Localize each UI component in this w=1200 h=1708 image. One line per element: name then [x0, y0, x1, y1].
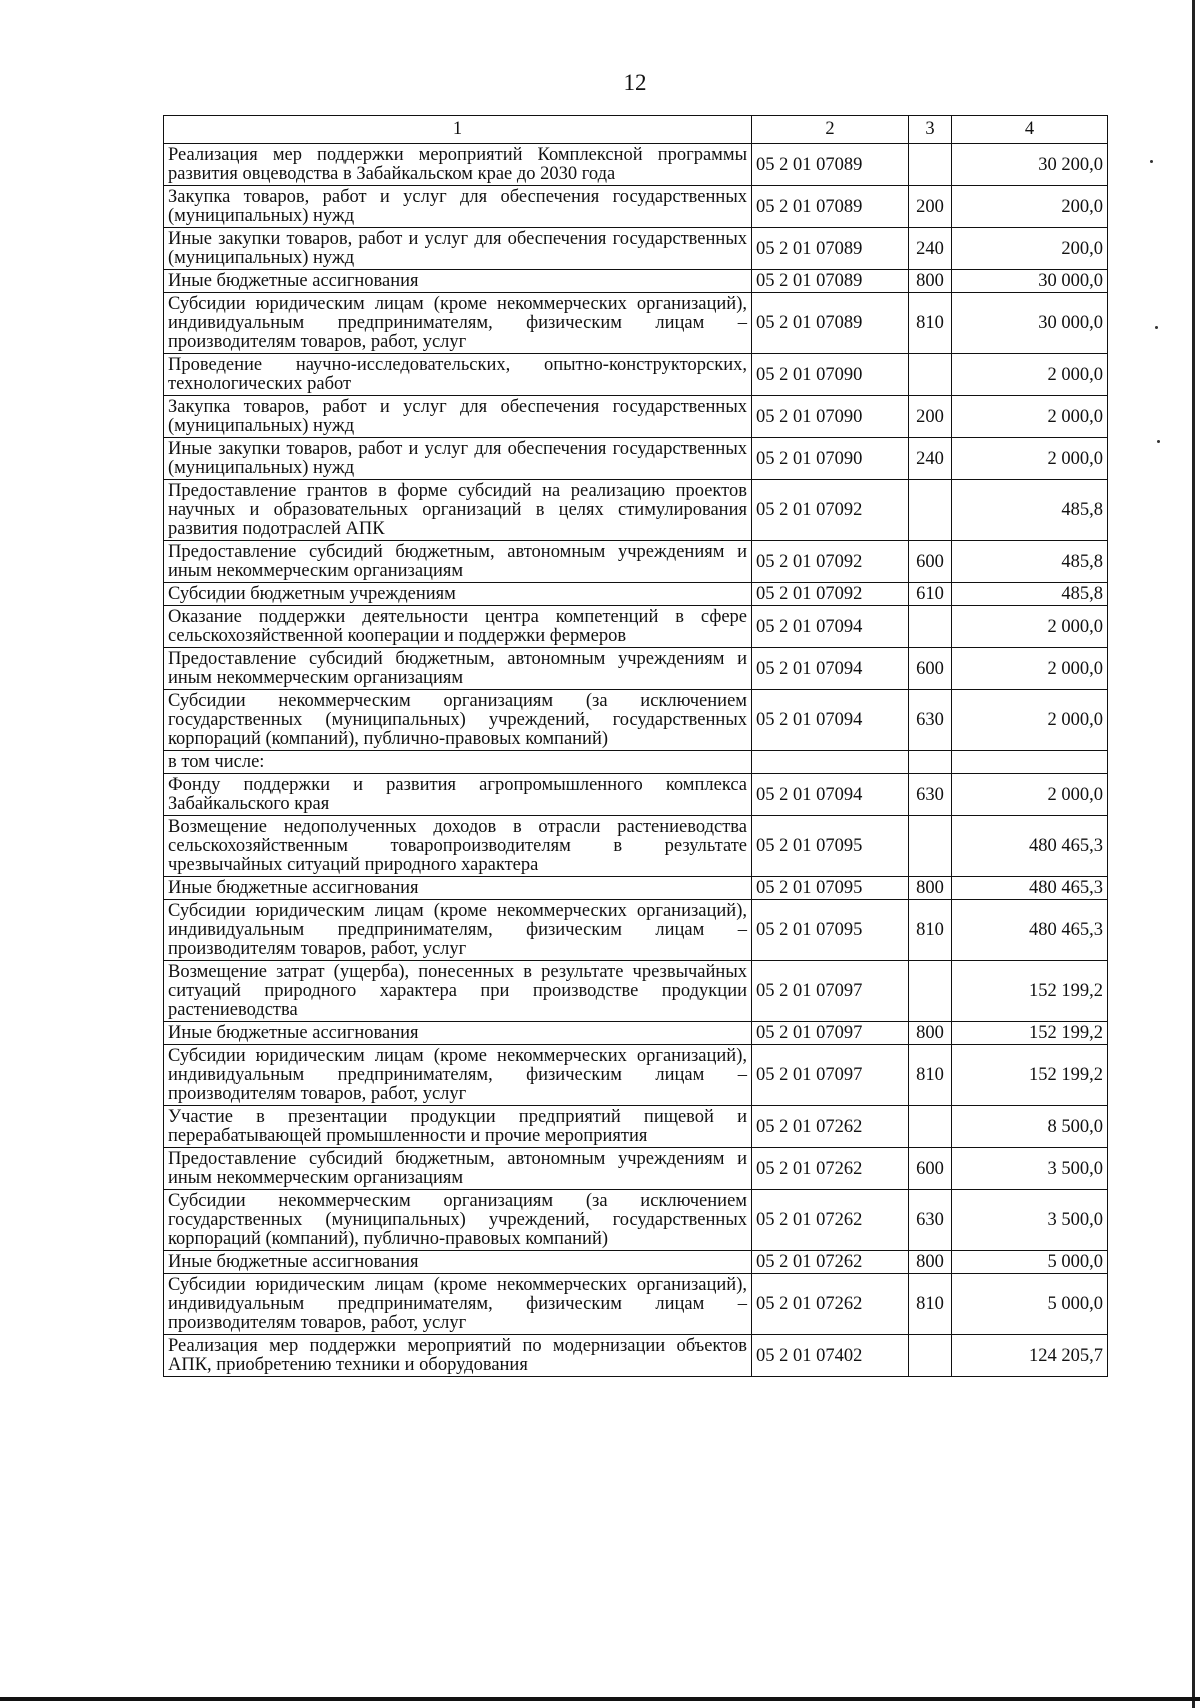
table-row — [164, 961, 1108, 1022]
cell-amount: 485,8 — [952, 480, 1108, 541]
cell-name: Участие в презентации продукции предприятий пищевой и перерабатывающей промышленности и прочие мероприятия — [164, 1106, 752, 1148]
cell-type: 800 — [909, 1022, 952, 1045]
cell-amount: 2 000,0 — [952, 396, 1108, 438]
cell-name: Субсидии юридическим лицам (кроме некоммерческих организаций), индивидуальным предпринимателям, физическим лицам – производителям товаров, работ, услуг — [164, 293, 752, 354]
cell-name: Субсидии юридическим лицам (кроме некоммерческих организаций), индивидуальным предпринимателям, физическим лицам – производителям товаров, работ, услуг — [164, 1045, 752, 1106]
header-row — [164, 116, 1108, 144]
cell-name: Возмещение недополученных доходов в отрасли растениеводства сельскохозяйственным товаропроизводителям в результате чрезвычайных ситуаций природного характера — [164, 816, 752, 877]
cell-type: 610 — [909, 583, 952, 606]
cell-amount: 485,8 — [952, 541, 1108, 583]
table-row — [164, 774, 1108, 816]
table-row — [164, 690, 1108, 751]
cell-code: 05 2 01 07089 — [752, 228, 909, 270]
cell-amount: 3 500,0 — [952, 1148, 1108, 1190]
cell-code: 05 2 01 07402 — [752, 1335, 909, 1377]
cell-type: 800 — [909, 270, 952, 293]
cell-amount: 152 199,2 — [952, 961, 1108, 1022]
cell-type — [909, 354, 952, 396]
cell-type — [909, 816, 952, 877]
cell-code: 05 2 01 07262 — [752, 1251, 909, 1274]
cell-amount: 8 500,0 — [952, 1106, 1108, 1148]
cell-name: Иные закупки товаров, работ и услуг для обеспечения государственных (муниципальных) нужд — [164, 228, 752, 270]
cell-name: Закупка товаров, работ и услуг для обеспечения государственных (муниципальных) нужд — [164, 396, 752, 438]
cell-type — [909, 961, 952, 1022]
cell-amount: 2 000,0 — [952, 774, 1108, 816]
cell-code: 05 2 01 07095 — [752, 877, 909, 900]
cell-code: 05 2 01 07090 — [752, 396, 909, 438]
cell-name: Субсидии юридическим лицам (кроме некоммерческих организаций), индивидуальным предпринимателям, физическим лицам – производителям товаров, работ, услуг — [164, 900, 752, 961]
cell-amount: 30 000,0 — [952, 270, 1108, 293]
cell-name: Иные бюджетные ассигнования — [164, 1022, 752, 1045]
table-row — [164, 541, 1108, 583]
cell-code: 05 2 01 07094 — [752, 774, 909, 816]
cell-name: Иные закупки товаров, работ и услуг для обеспечения государственных (муниципальных) нужд — [164, 438, 752, 480]
cell-name: Предоставление грантов в форме субсидий на реализацию проектов научных и образовательных организаций в целях стимулирования развития подотраслей АПК — [164, 480, 752, 541]
cell-amount: 480 465,3 — [952, 877, 1108, 900]
cell-type: 810 — [909, 293, 952, 354]
cell-code: 05 2 01 07262 — [752, 1148, 909, 1190]
table-row — [164, 816, 1108, 877]
cell-type: 630 — [909, 690, 952, 751]
cell-name: Иные бюджетные ассигнования — [164, 270, 752, 293]
cell-name: Фонду поддержки и развития агропромышленного комплекса Забайкальского края — [164, 774, 752, 816]
cell-amount: 200,0 — [952, 186, 1108, 228]
cell-type: 240 — [909, 438, 952, 480]
cell-amount: 5 000,0 — [952, 1251, 1108, 1274]
table-header — [164, 116, 1108, 144]
scan-speck — [1157, 440, 1160, 443]
cell-code: 05 2 01 07092 — [752, 541, 909, 583]
cell-name: Предоставление субсидий бюджетным, автономным учреждениям и иным некоммерческим организациям — [164, 541, 752, 583]
cell-code: 05 2 01 07089 — [752, 293, 909, 354]
cell-type: 240 — [909, 228, 952, 270]
cell-type: 630 — [909, 1190, 952, 1251]
cell-amount: 480 465,3 — [952, 816, 1108, 877]
page-number: 12 — [623, 70, 647, 95]
cell-name: Закупка товаров, работ и услуг для обеспечения государственных (муниципальных) нужд — [164, 186, 752, 228]
table-row — [164, 606, 1108, 648]
cell-name: в том числе: — [164, 751, 752, 774]
cell-code: 05 2 01 07094 — [752, 690, 909, 751]
cell-type: 800 — [909, 877, 952, 900]
cell-code: 05 2 01 07262 — [752, 1190, 909, 1251]
header-col-1: 1 — [164, 116, 752, 144]
table-row — [164, 354, 1108, 396]
cell-name: Проведение научно-исследовательских, опытно-конструкторских, технологических работ — [164, 354, 752, 396]
table-row — [164, 583, 1108, 606]
table-row — [164, 228, 1108, 270]
cell-name: Иные бюджетные ассигнования — [164, 1251, 752, 1274]
table-row — [164, 396, 1108, 438]
cell-code: 05 2 01 07097 — [752, 1022, 909, 1045]
cell-code: 05 2 01 07095 — [752, 816, 909, 877]
table-row — [164, 1045, 1108, 1106]
table-row — [164, 293, 1108, 354]
cell-amount: 480 465,3 — [952, 900, 1108, 961]
cell-code: 05 2 01 07089 — [752, 270, 909, 293]
scan-speck — [1150, 160, 1153, 163]
cell-amount: 3 500,0 — [952, 1190, 1108, 1251]
cell-amount: 2 000,0 — [952, 438, 1108, 480]
table-row — [164, 751, 1108, 774]
cell-amount: 2 000,0 — [952, 354, 1108, 396]
table-row — [164, 1148, 1108, 1190]
cell-code: 05 2 01 07094 — [752, 606, 909, 648]
cell-code — [752, 751, 909, 774]
cell-name: Возмещение затрат (ущерба), понесенных в результате чрезвычайных ситуаций природного характера при производстве продукции растениеводства — [164, 961, 752, 1022]
table-row — [164, 1335, 1108, 1377]
cell-type: 600 — [909, 541, 952, 583]
table-row — [164, 1274, 1108, 1335]
table-row — [164, 480, 1108, 541]
cell-type — [909, 1106, 952, 1148]
cell-code: 05 2 01 07097 — [752, 1045, 909, 1106]
cell-name: Реализация мер поддержки мероприятий по модернизации объектов АПК, приобретению техники и оборудования — [164, 1335, 752, 1377]
cell-code: 05 2 01 07094 — [752, 648, 909, 690]
cell-code: 05 2 01 07092 — [752, 583, 909, 606]
table-row — [164, 1022, 1108, 1045]
cell-type: 630 — [909, 774, 952, 816]
cell-code: 05 2 01 07092 — [752, 480, 909, 541]
cell-amount: 124 205,7 — [952, 1335, 1108, 1377]
cell-code: 05 2 01 07262 — [752, 1106, 909, 1148]
table-row — [164, 1251, 1108, 1274]
header-col-4: 4 — [952, 116, 1108, 144]
table-row — [164, 1190, 1108, 1251]
cell-name: Субсидии юридическим лицам (кроме некоммерческих организаций), индивидуальным предпринимателям, физическим лицам – производителям товаров, работ, услуг — [164, 1274, 752, 1335]
cell-type — [909, 1335, 952, 1377]
cell-code: 05 2 01 07095 — [752, 900, 909, 961]
table-row — [164, 144, 1108, 186]
cell-amount: 5 000,0 — [952, 1274, 1108, 1335]
cell-name: Предоставление субсидий бюджетным, автономным учреждениям и иным некоммерческим организациям — [164, 648, 752, 690]
cell-code: 05 2 01 07090 — [752, 438, 909, 480]
cell-name: Реализация мер поддержки мероприятий Комплексной программы развития овцеводства в Забайкальском крае до 2030 года — [164, 144, 752, 186]
cell-type — [909, 480, 952, 541]
scan-edge-bottom — [0, 1697, 1200, 1701]
budget-table — [163, 115, 1108, 1377]
cell-code: 05 2 01 07262 — [752, 1274, 909, 1335]
cell-type: 200 — [909, 396, 952, 438]
cell-amount: 30 200,0 — [952, 144, 1108, 186]
cell-name: Предоставление субсидий бюджетным, автономным учреждениям и иным некоммерческим организациям — [164, 1148, 752, 1190]
cell-name: Субсидии некоммерческим организациям (за исключением государственных (муниципальных) учреждений, государственных корпораций (компаний), публично-правовых компаний) — [164, 690, 752, 751]
cell-amount: 485,8 — [952, 583, 1108, 606]
cell-code: 05 2 01 07090 — [752, 354, 909, 396]
table-row — [164, 438, 1108, 480]
cell-amount — [952, 751, 1108, 774]
scan-edge-right — [1192, 0, 1195, 1708]
table-body — [164, 144, 1108, 1377]
cell-amount: 200,0 — [952, 228, 1108, 270]
table-row — [164, 877, 1108, 900]
cell-amount: 152 199,2 — [952, 1022, 1108, 1045]
cell-name: Субсидии некоммерческим организациям (за исключением государственных (муниципальных) учреждений, государственных корпораций (компаний), публично-правовых компаний) — [164, 1190, 752, 1251]
cell-amount: 152 199,2 — [952, 1045, 1108, 1106]
table-row — [164, 900, 1108, 961]
cell-type — [909, 144, 952, 186]
table-row — [164, 648, 1108, 690]
cell-type — [909, 751, 952, 774]
header-col-3: 3 — [909, 116, 952, 144]
cell-name: Субсидии бюджетным учреждениям — [164, 583, 752, 606]
cell-code: 05 2 01 07089 — [752, 186, 909, 228]
cell-name: Оказание поддержки деятельности центра компетенций в сфере сельскохозяйственной кооперации и поддержки фермеров — [164, 606, 752, 648]
cell-name: Иные бюджетные ассигнования — [164, 877, 752, 900]
scan-speck — [1155, 326, 1158, 329]
cell-code: 05 2 01 07097 — [752, 961, 909, 1022]
cell-type: 810 — [909, 1274, 952, 1335]
table-row — [164, 270, 1108, 293]
cell-type: 810 — [909, 900, 952, 961]
cell-type: 600 — [909, 1148, 952, 1190]
cell-amount: 2 000,0 — [952, 648, 1108, 690]
cell-code: 05 2 01 07089 — [752, 144, 909, 186]
table-row — [164, 1106, 1108, 1148]
table-row — [164, 186, 1108, 228]
cell-amount: 30 000,0 — [952, 293, 1108, 354]
cell-type: 810 — [909, 1045, 952, 1106]
cell-type: 800 — [909, 1251, 952, 1274]
cell-amount: 2 000,0 — [952, 690, 1108, 751]
cell-type: 600 — [909, 648, 952, 690]
cell-amount: 2 000,0 — [952, 606, 1108, 648]
cell-type — [909, 606, 952, 648]
cell-type: 200 — [909, 186, 952, 228]
header-col-2: 2 — [752, 116, 909, 144]
